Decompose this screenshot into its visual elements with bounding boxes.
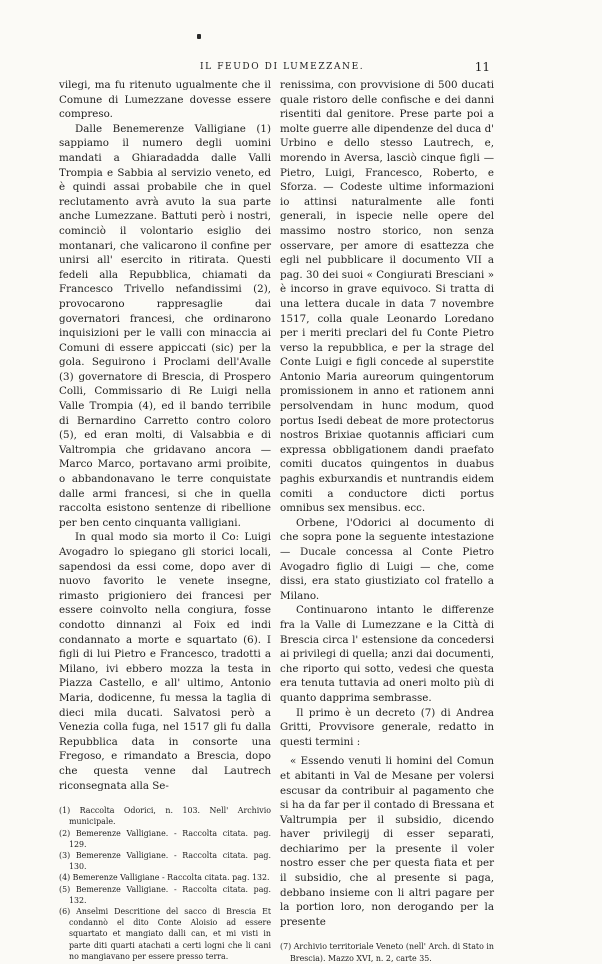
footnote: (3) Bemerenze Valligiane. - Raccolta citata. pag. 130. [59, 850, 271, 872]
paragraph: renissima, con provvisione di 500 ducati quale ristoro delle confische e dei danni risentiti dal genitore. Prese parte poi a molte guerre alle dipendenze del duca d' Urbino e dello stesso Lautrech, e, morendo in Aversa, lasciò cinque figli — Pietro, Luigi, Francesco, Roberto, e Sforza. — Codeste ultime informazioni io attinsi naturalmente alle fonti generali, in ispecie nelle opere del massimo nostro storico, non senza osservare, per amore di esattezza che egli nel pubblicare il documento VII a pag. 30 dei suoi « Congiurati Bresciani » è incorso in grave equivoco. Si tratta di una lettera ducale in data 7 novembre 1517, colla quale Leonardo Loredano per i meriti preclari del fu Conte Pietro verso la repubblica, e per la strage del Conte Luigi e figli concede al superstite Antonio Maria aureorum quingentorum promissionem in anno et rationem anni persolvendam in hunc modum, quod portus Isedi debeat de more protectorus nostros Brixiae quotannis afficiari cum expressa obbligationem dandi praefato comiti ducatos quingentos in duabus paghis exburxandis et nuntrandis eidem comiti a conductore dicti portus omnibus sex mensibus. ecc. [280, 79, 494, 515]
quoted-decree: « Essendo venuti li homini del Comun et abitanti in Val de Mesane per volersi escusar da contribuir al pagamento che si ha da far per il contado di Bressana et Valtrumpia per il subsidio, dicendo haver privilegij di esser separati, dechiarimo per la presente il voler nostro esser che per questa fiata et per il subsidio, che al presente si paga, debbano insieme con li altri pagare per la portion loro, non derogando per la presente [280, 755, 494, 928]
running-title: IL FEUDO DI LUMEZZANE. [200, 62, 365, 72]
paragraph: In qual modo sia morto il Co: Luigi Avogadro lo spiegano gli storici locali, sapendosi da essi come, dopo aver di nuovo favorito le venete insegne, rimasto prigioniero dei francesi per essere coinvolto nella congiura, fosse condotto dinnanzi al Foix ed indi condannato a morte e squartato (6). I figli di lui Pietro e Francesco, tradotti a Milano, ivi ebbero mozza la testa in Piazza Castello, e all' ultimo, Antonio Maria, dodicenne, fu messa la taglia di dieci mila ducati. Salvatosi però a Venezia colla fuga, nel 1517 gli fu dalla Repubblica data in consorte una Fregoso, e rimandato a Brescia, dopo che questa venne dal Lautrech riconsegnata alla Se- [59, 531, 271, 792]
footnote: (7) Archivio territoriale Veneto (nell' Arch. di Stato in Brescia). Mazzo XVI, n. 2, carte 35. [280, 942, 494, 963]
paragraph: Dalle Benemerenze Valligiane (1) sappiamo il numero degli uomini mandati a Ghiaradadda dalle Valli Trompia e Sabbia al servizio veneto, ed è quindi assai probabile che in quel reclutamento avrà avuto la sua parte anche Lumezzane. Battuti però i nostri, cominciò il volontario esiglio dei montanari, che valicarono il confine per unirsi all' esercito in ritirata. Questi fedeli alla Repubblica, chiamati da Francesco Trivello nefandissimi (2), provocarono rappresaglie dai governatori francesi, che ordinarono inquisizioni per le valli con minaccia ai Comuni di essere appiccati (sic) per la gola. Seguirono i Proclami dell'Avalle (3) governatore di Brescia, di Prospero Colli, Commissario di Re Luigi nella Valle Trompia (4), ed il bando terribile di Bernardino Carretto contro coloro (5), ed eran molti, di Valsabbia e di Valtrompia che gridavano ancora — Marco Marco, portavano armi proibite, o abbandonavano le terre conquistate dalle armi francesi, si che in quella raccolta esistono sentenze di ribellione per ben cento cinquanta valligiani. [59, 122, 271, 529]
footnote: (1) Raccolta Odorici, n. 103. Nell' Archivio municipale. [59, 806, 271, 827]
footnote: (2) Bemerenze Valligiane. - Raccolta citata. pag. 129. [59, 828, 271, 849]
footnote: (5) Bemerenze Valligiane. - Raccolta citata. pag. 132. [59, 884, 271, 905]
paragraph: Continuarono intanto le differenze fra la Valle di Lumezzane e la Città di Brescia circa l' estensione da concedersi ai privilegi di quella; anzi dai documenti, che riporto qui sotto, vedesi che questa era tenuta tuttavia ad oneri molto più di quanto dapprima sembrasse. [280, 604, 494, 704]
paragraph: vilegi, ma fu ritenuto ugualmente che il Comune di Lumezzane dovesse essere compreso. [59, 79, 271, 121]
paragraph: Il primo è un decreto (7) di Andrea Gritti, Provvisore generale, redatto in questi termini : [280, 706, 494, 748]
right-column [280, 78, 494, 963]
page-number: 11 [474, 60, 490, 74]
footnote: (6) Anselmi Descritione del sacco di Brescia Et condannò el dito Conte Aloisio ad essere squartato et mangiato dalli can, et mi visti in parte diti quarti atachati a certi logni che li cani no mangiavano per essere presso terra. [59, 906, 271, 961]
page-header [60, 62, 490, 76]
footnotes [59, 805, 271, 962]
footnote: (4) Bemerenze Valligiane - Raccolta citata. pag. 132. [59, 873, 270, 883]
paragraph: Orbene, l'Odorici al documento di che sopra pone la seguente intestazione — Ducale concessa al Conte Pietro Avogadro figlio di Luigi — che, come dissi, era stato giustiziato col fratello a Milano. [280, 516, 494, 602]
footnotes [280, 941, 494, 963]
ink-dot [197, 34, 201, 39]
left-column [59, 78, 271, 961]
